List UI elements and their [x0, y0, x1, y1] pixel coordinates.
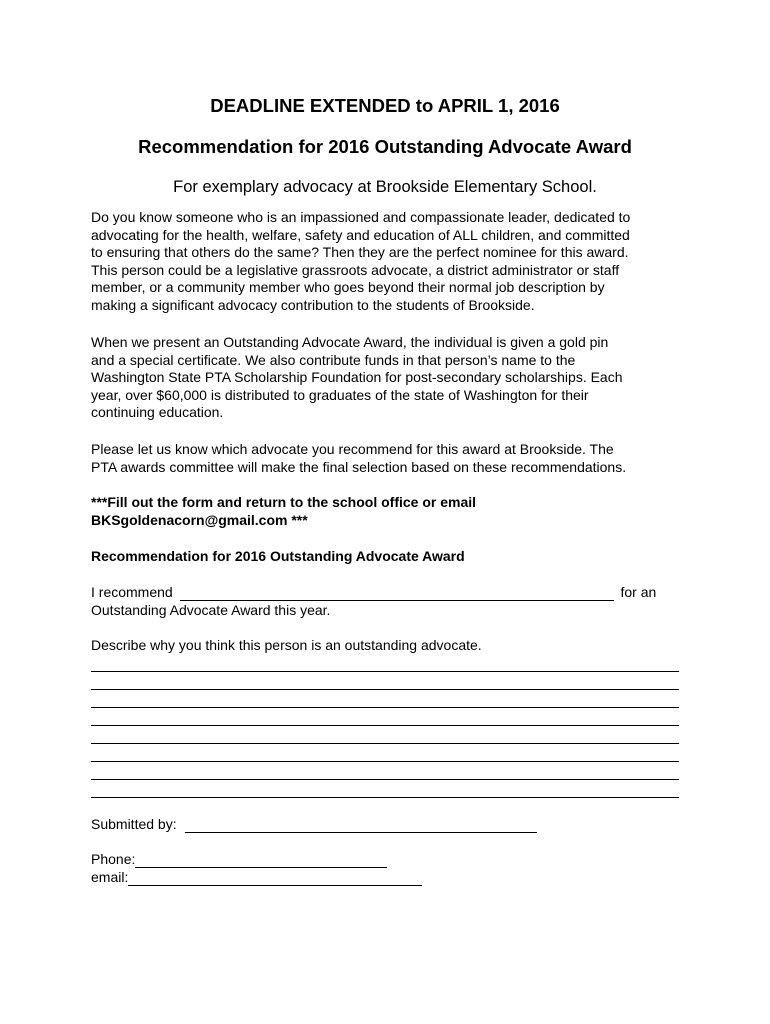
description-line-4[interactable]: [91, 725, 679, 726]
description-line-8[interactable]: [91, 797, 679, 798]
intro-paragraph: [91, 209, 691, 315]
intro-line: making a significant advocacy contribution to the students of Brookside.: [91, 296, 535, 313]
award-line: year, over $60,000 is distributed to graduates of the state of Washington for their: [91, 386, 589, 403]
award-line: and a special certificate. We also contribute funds in that person’s name to the: [91, 351, 576, 368]
submitted-by-row: [91, 816, 537, 834]
submitted-by-input[interactable]: [185, 817, 537, 833]
submitted-by-label: Submitted by:: [91, 816, 177, 832]
email-input[interactable]: [128, 870, 422, 886]
phone-row: [91, 851, 387, 869]
email-row: [91, 869, 422, 887]
award-line: continuing education.: [91, 404, 224, 421]
phone-input[interactable]: [135, 852, 387, 868]
award-paragraph: [91, 334, 691, 422]
description-line-7[interactable]: [91, 779, 679, 780]
description-line-2[interactable]: [91, 689, 679, 690]
recommend-prefix: I recommend: [91, 584, 173, 600]
instruction-email: BKSgoldenacorn@gmail.com ***: [91, 511, 308, 528]
page-title: Recommendation for 2016 Outstanding Advocate Award: [138, 136, 632, 157]
description-line-6[interactable]: [91, 761, 679, 762]
describe-prompt: Describe why you think this person is an outstanding advocate.: [91, 637, 482, 653]
form-section-title: Recommendation for 2016 Outstanding Advocate Award: [91, 548, 465, 564]
request-line: Please let us know which advocate you recommend for this award at Brookside. The: [91, 441, 614, 457]
intro-line: to ensuring that others do the same? Then they are the perfect nominee for this award.: [91, 244, 629, 261]
request-paragraph: [91, 441, 691, 476]
recommend-line-2: Outstanding Advocate Award this year.: [91, 602, 331, 618]
description-line-5[interactable]: [91, 743, 679, 744]
description-line-1[interactable]: [91, 671, 679, 672]
instruction-line: ***Fill out the form and return to the school office or email: [91, 494, 477, 510]
request-line: PTA awards committee will make the final selection based on these recommendations.: [91, 458, 627, 475]
intro-line: Do you know someone who is an impassioned and compassionate leader, dedicated to: [91, 209, 631, 225]
intro-line: This person could be a legislative grassroots advocate, a district administrator or staff: [91, 261, 620, 278]
deadline-heading: DEADLINE EXTENDED to APRIL 1, 2016: [210, 95, 560, 116]
description-line-3[interactable]: [91, 707, 679, 708]
award-line: When we present an Outstanding Advocate Award, the individual is given a gold pin: [91, 334, 609, 350]
intro-line: advocating for the health, welfare, safety and education of ALL children, and committed: [91, 226, 630, 243]
recommend-row: [91, 584, 656, 602]
return-instruction: [91, 494, 691, 529]
email-label: email:: [91, 869, 129, 885]
award-line: Washington State PTA Scholarship Foundation for post-secondary scholarships. Each: [91, 369, 623, 386]
nominee-name-input[interactable]: [180, 585, 614, 601]
phone-label: Phone:: [91, 851, 136, 867]
page-subtitle: For exemplary advocacy at Brookside Elementary School.: [173, 178, 597, 196]
intro-line: member, or a community member who goes beyond their normal job description by: [91, 279, 605, 296]
recommend-suffix: for an: [620, 584, 657, 600]
